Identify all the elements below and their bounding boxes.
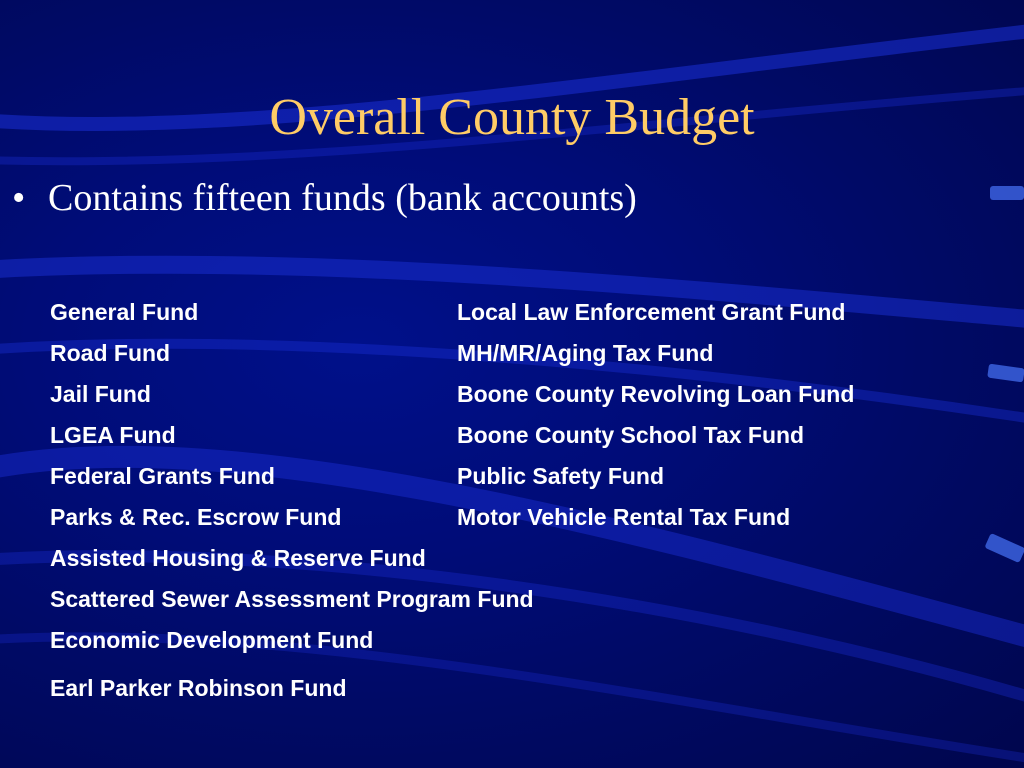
fund-item: Federal Grants Fund — [50, 463, 275, 489]
fund-item: Motor Vehicle Rental Tax Fund — [457, 504, 791, 530]
fund-item: Assisted Housing & Reserve Fund — [50, 545, 426, 571]
fund-item: Parks & Rec. Escrow Fund — [50, 504, 342, 530]
fund-item: Public Safety Fund — [457, 463, 665, 489]
fund-item: Jail Fund — [50, 381, 151, 407]
fund-item: General Fund — [50, 299, 199, 325]
fund-item: LGEA Fund — [50, 422, 176, 448]
bullet-dot: • — [12, 177, 26, 219]
fund-item: Scattered Sewer Assessment Program Fund — [50, 586, 534, 612]
fund-item: Road Fund — [50, 340, 171, 366]
fund-item: Earl Parker Robinson Fund — [50, 675, 347, 701]
fund-item: Boone County School Tax Fund — [457, 422, 805, 448]
bullet-item — [12, 174, 637, 222]
fund-item: Local Law Enforcement Grant Fund — [457, 299, 846, 325]
fund-item: Economic Development Fund — [50, 627, 374, 653]
bullet-text: Contains fifteen funds (bank accounts) — [48, 177, 637, 219]
fund-item: Boone County Revolving Loan Fund — [457, 381, 855, 407]
fund-item: MH/MR/Aging Tax Fund — [457, 340, 714, 366]
slide-title: Overall County Budget — [269, 89, 755, 146]
